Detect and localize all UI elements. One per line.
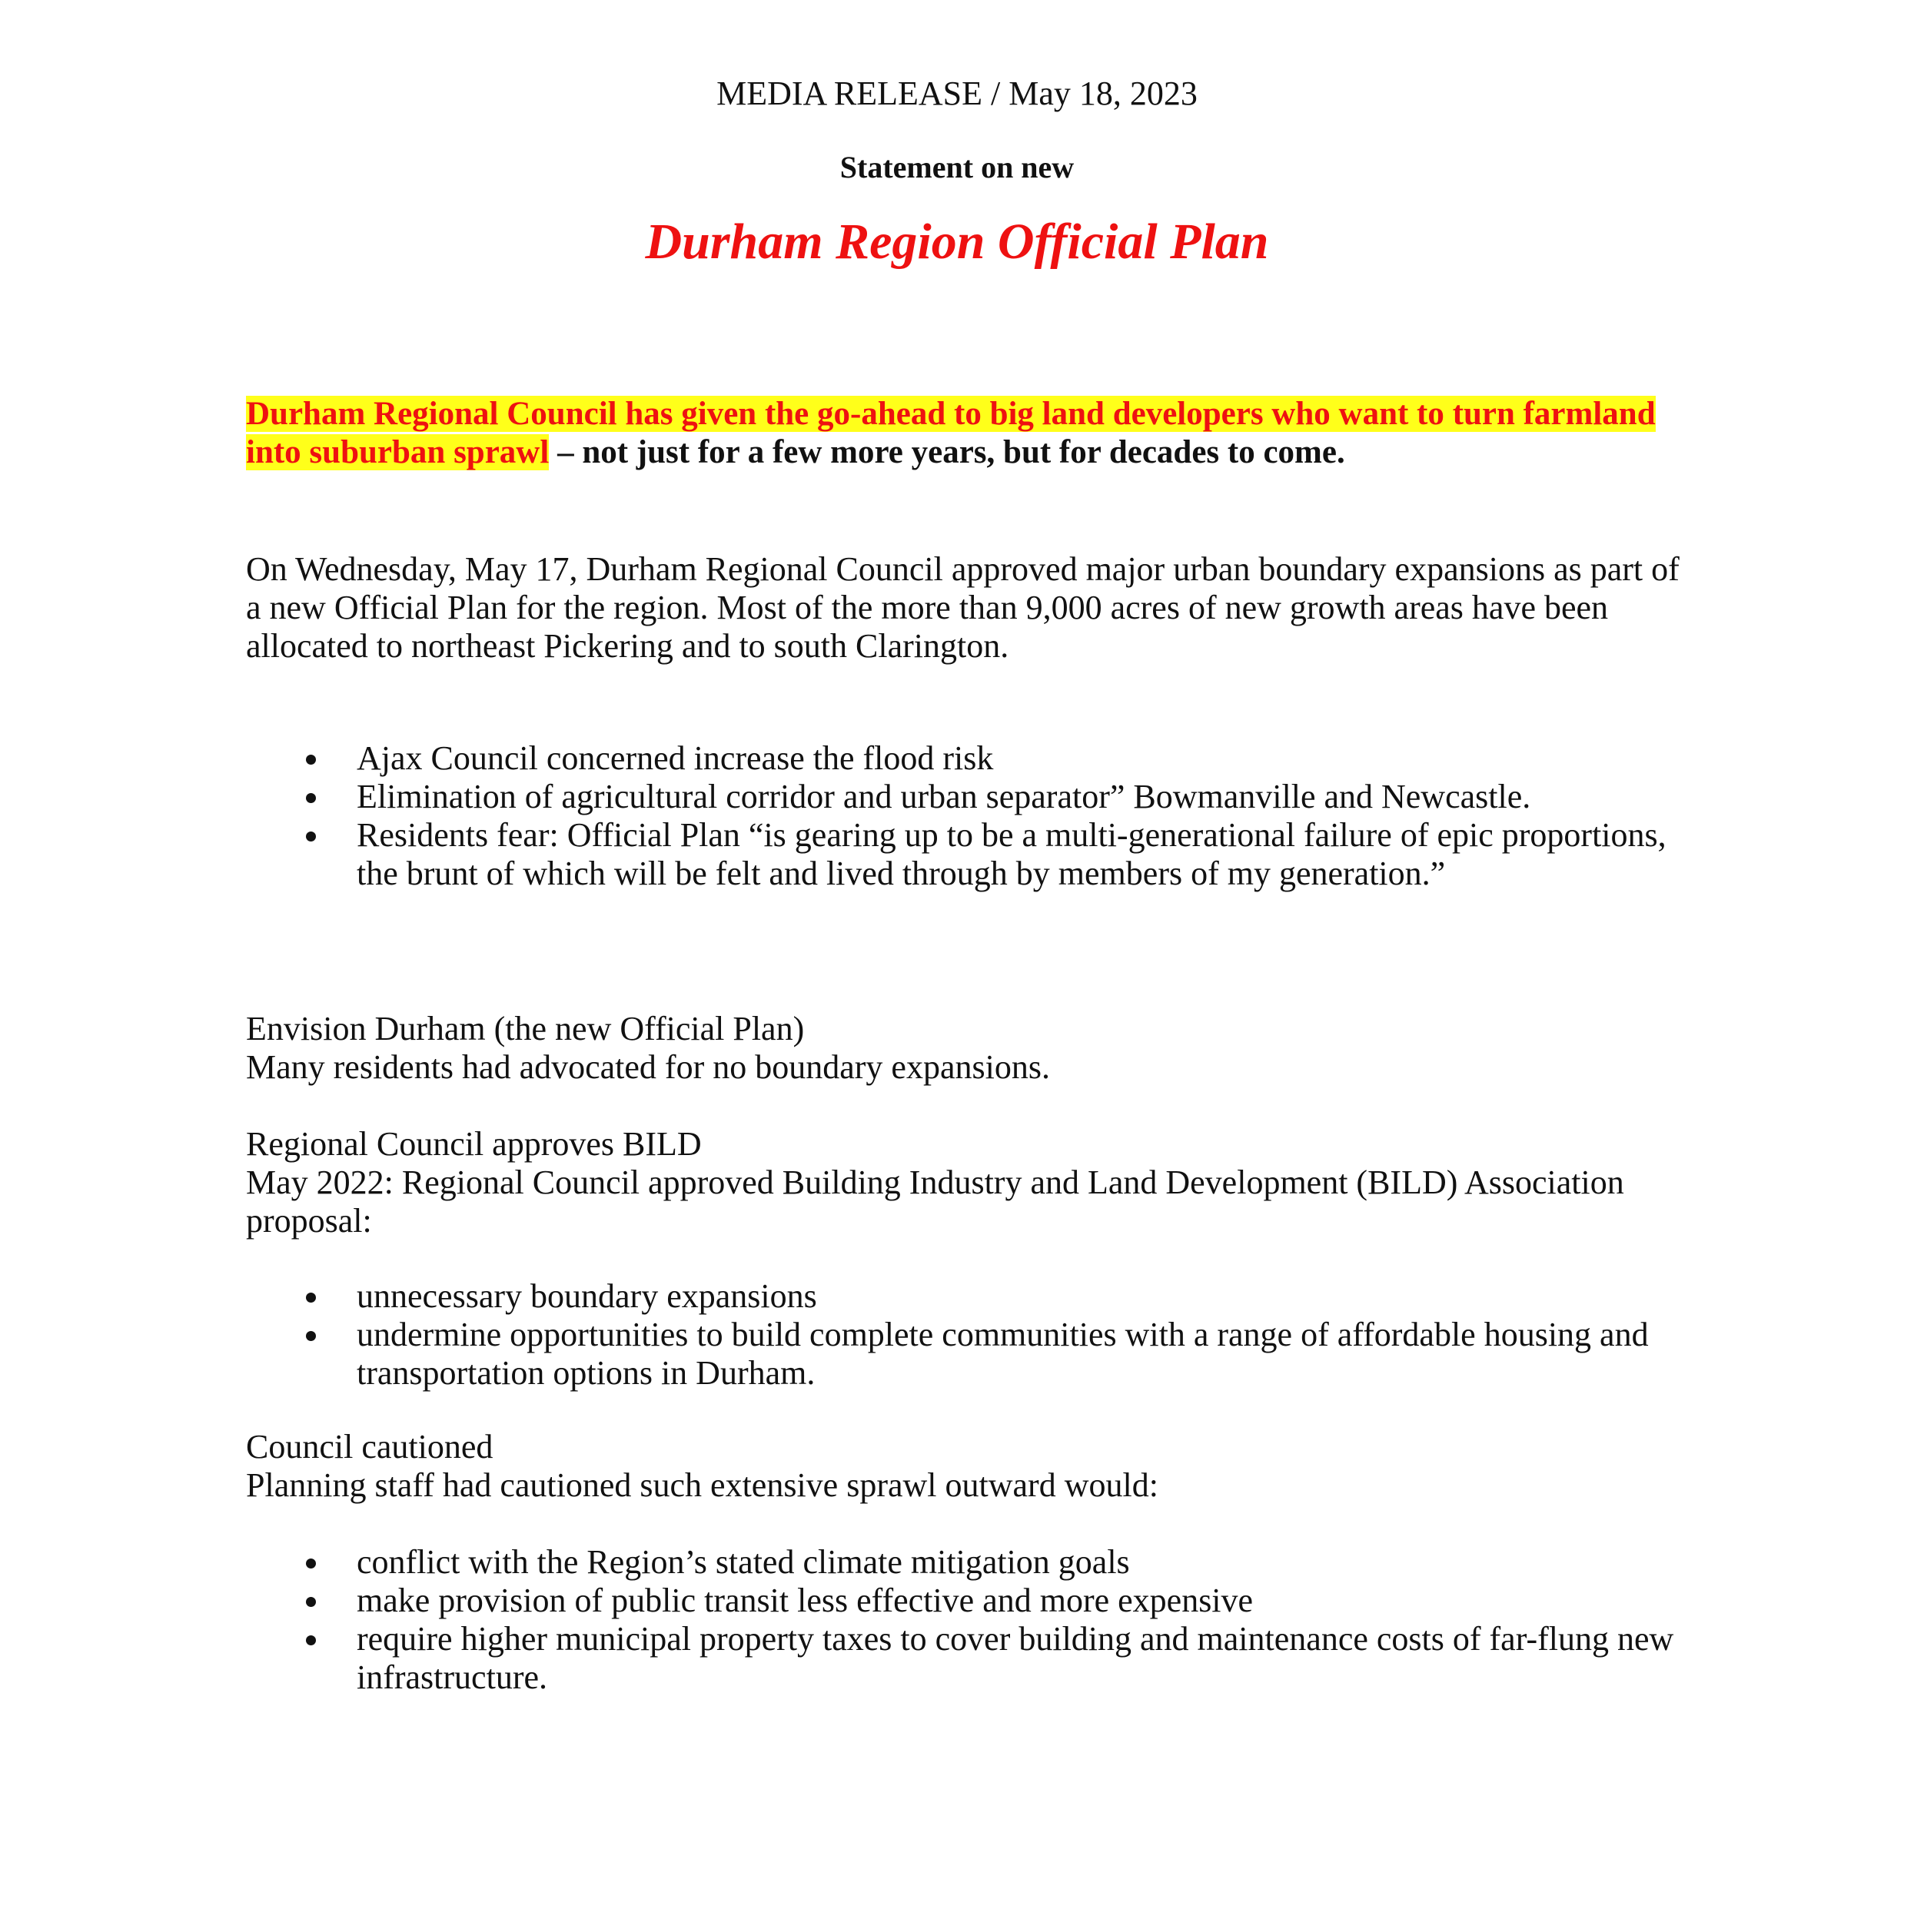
list-item: require higher municipal property taxes to cover building and maintenance costs of far-flung new infrastructure. xyxy=(300,1620,1706,1697)
list-item: unnecessary boundary expansions xyxy=(300,1277,1706,1316)
list-item: Elimination of agricultural corridor and urban separator” Bowmanville and Newcastle. xyxy=(300,778,1706,816)
list-item: Residents fear: Official Plan “is gearing up to be a multi-generational failure of epic proportions, the brunt of which will be felt and lived through by members of my generation.” xyxy=(300,816,1706,893)
list-item: conflict with the Region’s stated climate mitigation goals xyxy=(300,1543,1706,1582)
lead-rest-text: – not just for a few more years, but for decades to come. xyxy=(549,434,1345,470)
caution-text: Planning staff had cautioned such extensive sprawl outward would: xyxy=(246,1466,1158,1504)
concerns-list xyxy=(300,739,1706,893)
bild-heading: Regional Council approves BILD xyxy=(246,1125,702,1163)
bild-section xyxy=(246,1125,1691,1240)
caution-list xyxy=(300,1543,1706,1697)
bild-text: May 2022: Regional Council approved Building Industry and Land Development (BILD) Association proposal: xyxy=(246,1164,1624,1240)
lead-highlighted-text: Durham Regional Council has given the go-ahead to big land developers who want to turn farmland into suburban sprawl xyxy=(246,396,1656,470)
media-release-dateline: MEDIA RELEASE / May 18, 2023 xyxy=(716,75,1198,112)
caution-heading: Council cautioned xyxy=(246,1428,493,1466)
list-item: Ajax Council concerned increase the flood risk xyxy=(300,739,1706,778)
list-item: undermine opportunities to build complete communities with a range of affordable housing and transportation options in Durham. xyxy=(300,1316,1706,1393)
envision-heading: Envision Durham (the new Official Plan) xyxy=(246,1010,805,1047)
bild-list xyxy=(300,1277,1706,1393)
statement-heading: Statement on new xyxy=(839,150,1075,184)
intro-paragraph: On Wednesday, May 17, Durham Regional Council approved major urban boundary expansions as part of a new Official Plan for the region. Most of the more than 9,000 acres of new growth areas have been allocated to northeast Pickering and to south Clarington. xyxy=(246,550,1680,665)
list-item: make provision of public transit less effective and more expensive xyxy=(300,1582,1706,1620)
caution-section xyxy=(246,1428,1691,1505)
lead-paragraph xyxy=(246,395,1691,472)
envision-text: Many residents had advocated for no boundary expansions. xyxy=(246,1048,1050,1086)
document-title: Durham Region Official Plan xyxy=(645,214,1269,270)
envision-section xyxy=(246,1010,1691,1087)
